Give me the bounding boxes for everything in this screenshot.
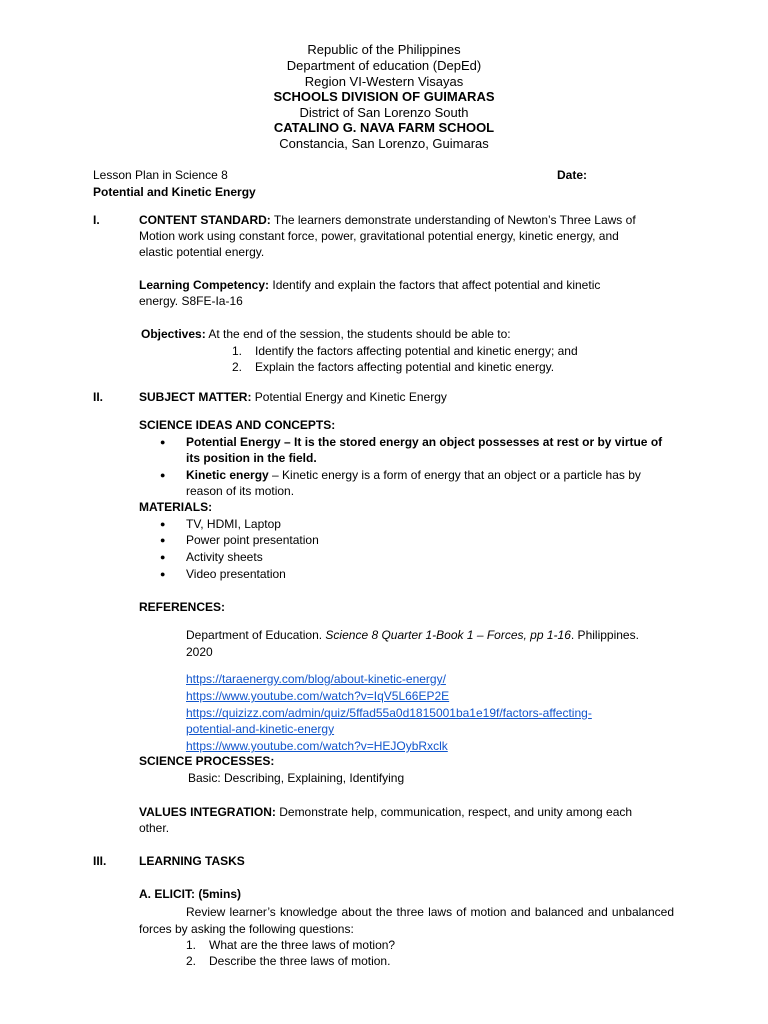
header-division: SCHOOLS DIVISION OF GUIMARAS [273,89,495,104]
objectives-text: At the end of the session, the students should be able to: [205,327,511,341]
reference-title: Science 8 Quarter 1-Book 1 – Forces, pp 1-16 [325,628,571,642]
competency-line1 [139,277,600,293]
content-standard-text1: The learners demonstrate understanding of Newton’s Three Laws of [270,213,636,227]
plan-title: Lesson Plan in Science 8 [93,168,228,182]
material-item: Video presentation [186,567,286,581]
reference-link[interactable]: potential-and-kinetic-energy [186,722,335,736]
references-label: REFERENCES: [139,600,226,614]
objective-text: Explain the factors affecting potential and kinetic energy. [255,360,555,374]
section2-numeral: II. [93,390,104,404]
subject-matter-label: SUBJECT MATTER: [139,390,252,404]
learning-tasks-label: LEARNING TASKS [139,854,245,868]
reference-citation [186,627,639,643]
content-standard-label: CONTENT STANDARD: [139,213,271,227]
question-text: What are the three laws of motion? [209,938,396,952]
values-text1: Demonstrate help, communication, respect, and unity among each [275,805,633,819]
date-label: Date: [557,168,588,182]
values-label: VALUES INTEGRATION: [139,805,276,819]
bullet-icon: ● [160,519,166,529]
material-item: TV, HDMI, Laptop [186,517,281,531]
kinetic-energy-term: Kinetic energy [186,468,269,482]
reference-year: 2020 [186,645,213,659]
reference-place: . Philippines. [570,628,639,642]
section3-numeral: III. [93,854,107,868]
header-republic: Republic of the Philippines [307,42,461,57]
material-item: Activity sheets [186,550,263,564]
bullet-icon: ● [160,569,166,579]
materials-label: MATERIALS: [139,500,213,514]
header-address: Constancia, San Lorenzo, Guimaras [279,136,489,151]
subject-matter-line [139,389,447,405]
kinetic-energy-line2: reason of its motion. [186,484,295,498]
potential-energy-text1: – It is the stored energy an object possesses at rest or by virtue of [280,435,663,449]
content-standard-line2: Motion work using constant force, power, gravitational potential energy, kinetic energy, and [139,229,619,243]
potential-energy-line2: its position in the field. [186,451,317,465]
section1-numeral: I. [93,213,100,227]
objectives-line [141,326,511,342]
bullet-icon: ● [160,470,166,480]
processes-basic: Basic: Describing, Explaining, Identifying [188,771,405,785]
kinetic-energy-text1: – Kinetic energy is a form of energy that an object or a particle has by [268,468,641,482]
objective-num: 2. [232,360,243,374]
header-deped: Department of education (DepEd) [286,58,482,73]
reference-link[interactable]: https://taraenergy.com/blog/about-kinetic-energy/ [186,672,446,686]
reference-link[interactable]: https://quizizz.com/admin/quiz/5ffad55a0d1815001ba1e19f/factors-affecting- [186,706,592,720]
competency-line2: energy. S8FE-Ia-16 [139,294,243,308]
header-school: CATALINO G. NAVA FARM SCHOOL [273,120,495,135]
reference-author: Department of Education. [186,628,326,642]
values-line2: other. [139,821,170,835]
objective-num: 1. [232,344,243,358]
bullet-icon: ● [160,535,166,545]
question-text: Describe the three laws of motion. [209,954,391,968]
potential-energy-term: Potential Energy [186,435,281,449]
bullet-icon: ● [160,552,166,562]
material-item: Power point presentation [186,533,319,547]
header-region: Region VI-Western Visayas [304,74,464,89]
content-standard-line1 [139,212,636,228]
question-num: 2. [186,954,197,968]
concepts-label: SCIENCE IDEAS AND CONCEPTS: [139,418,336,432]
objective-text: Identify the factors affecting potential and kinetic energy; and [255,344,578,358]
question-num: 1. [186,938,197,952]
elicit-text: Review learner’s knowledge about the three laws of motion and balanced and unbalanced forces by asking the following questions: [139,905,674,936]
competency-text1: Identify and explain the factors that affect potential and kinetic [269,278,601,292]
values-line1 [139,804,632,820]
reference-link[interactable]: https://www.youtube.com/watch?v=HEJOybRxclk [186,739,448,753]
competency-label: Learning Competency: [139,278,270,292]
elicit-label: A. ELICIT: (5mins) [139,887,242,901]
potential-energy-line1 [186,434,662,450]
objectives-label: Objectives: [141,327,206,341]
reference-link[interactable]: https://www.youtube.com/watch?v=IqV5L66EP2E [186,689,450,703]
kinetic-energy-line1 [186,467,641,483]
processes-label: SCIENCE PROCESSES: [139,754,275,768]
plan-topic: Potential and Kinetic Energy [93,185,256,199]
header-district: District of San Lorenzo South [299,105,469,120]
bullet-icon: ● [160,437,166,447]
content-standard-line3: elastic potential energy. [139,245,265,259]
subject-matter-text: Potential Energy and Kinetic Energy [251,390,447,404]
